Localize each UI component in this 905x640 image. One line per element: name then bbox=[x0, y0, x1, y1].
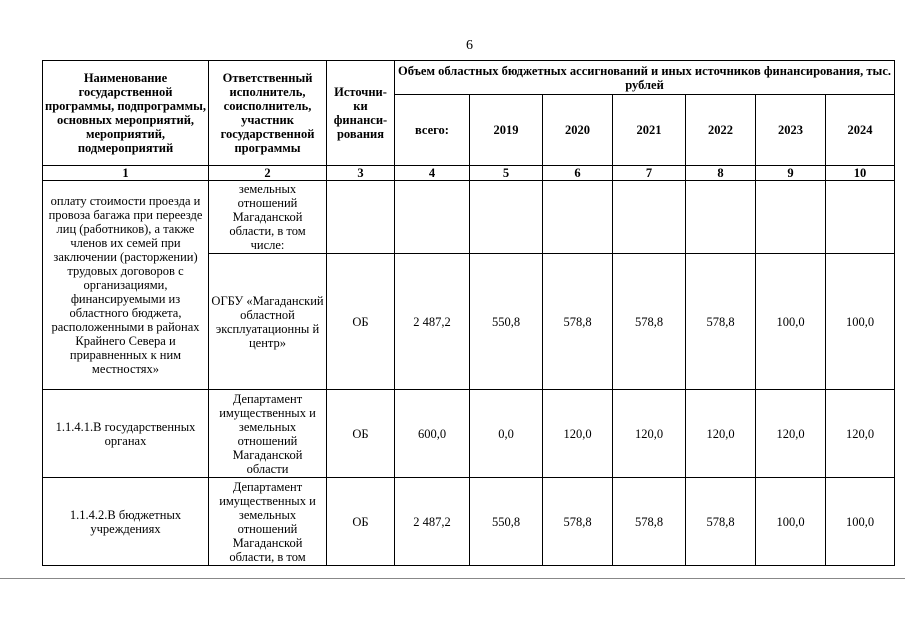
header-executor: Ответственный исполнитель, соисполнитель, участник государственной программы bbox=[209, 61, 327, 166]
page-number: 6 bbox=[466, 38, 473, 53]
cell-source: ОБ bbox=[327, 254, 395, 390]
header-year-2023: 2023 bbox=[756, 95, 826, 166]
empty-cell bbox=[756, 181, 826, 254]
column-number: 1 bbox=[43, 166, 209, 181]
row-name: 1.1.4.2.В бюджетных учреждениях bbox=[43, 478, 209, 566]
cell-source: ОБ bbox=[327, 478, 395, 566]
cell-2023: 100,0 bbox=[756, 254, 826, 390]
scan-edge-line bbox=[0, 578, 905, 579]
cell-2023: 100,0 bbox=[756, 478, 826, 566]
cell-2019: 550,8 bbox=[470, 254, 543, 390]
column-number: 5 bbox=[470, 166, 543, 181]
empty-cell bbox=[327, 181, 395, 254]
empty-cell bbox=[543, 181, 613, 254]
cell-2019: 0,0 bbox=[470, 390, 543, 478]
cell-2023: 120,0 bbox=[756, 390, 826, 478]
cell-total: 600,0 bbox=[395, 390, 470, 478]
cell-total: 2 487,2 bbox=[395, 254, 470, 390]
row-executor: Департамент имущественных и земельных отношений Магаданской области bbox=[209, 390, 327, 478]
header-funding-source: Источни-ки финанси-рования bbox=[327, 61, 395, 166]
cell-2022: 578,8 bbox=[686, 478, 756, 566]
header-year-2019: 2019 bbox=[470, 95, 543, 166]
cell-2021: 578,8 bbox=[613, 478, 686, 566]
cell-source: ОБ bbox=[327, 390, 395, 478]
empty-cell bbox=[613, 181, 686, 254]
empty-cell bbox=[395, 181, 470, 254]
row-name-continuation: оплату стоимости проезда и провоза багажа при переезде лиц (работников), а также членов их семей при заключении (расторжении) трудовых договоров с организациями, финансируемыми из областного бюджета, расположенными в районах Крайнего Севера и приравненных к ним местностях» bbox=[43, 181, 209, 390]
header-year-2024: 2024 bbox=[826, 95, 895, 166]
empty-cell bbox=[470, 181, 543, 254]
row-executor: Департамент имущественных и земельных отношений Магаданской области, в том bbox=[209, 478, 327, 566]
column-number: 6 bbox=[543, 166, 613, 181]
header-program-name: Наименование государственной программы, подпрограммы, основных мероприятий, мероприятий, подмероприятий bbox=[43, 61, 209, 166]
empty-cell bbox=[826, 181, 895, 254]
cell-2024: 100,0 bbox=[826, 478, 895, 566]
header-year-2022: 2022 bbox=[686, 95, 756, 166]
cell-2024: 120,0 bbox=[826, 390, 895, 478]
column-number: 9 bbox=[756, 166, 826, 181]
cell-2020: 578,8 bbox=[543, 478, 613, 566]
cell-total: 2 487,2 bbox=[395, 478, 470, 566]
header-year-2021: 2021 bbox=[613, 95, 686, 166]
column-number: 2 bbox=[209, 166, 327, 181]
cell-2024: 100,0 bbox=[826, 254, 895, 390]
header-budget-group: Объем областных бюджетных ассигнований и иных источников финансирования, тыс. рублей bbox=[395, 61, 895, 95]
empty-cell bbox=[686, 181, 756, 254]
cell-2022: 120,0 bbox=[686, 390, 756, 478]
row-executor-continuation: земельных отношений Магаданской области, в том числе: bbox=[209, 181, 327, 254]
column-number: 10 bbox=[826, 166, 895, 181]
cell-2021: 578,8 bbox=[613, 254, 686, 390]
cell-2019: 550,8 bbox=[470, 478, 543, 566]
row-name: 1.1.4.1.В государственных органах bbox=[43, 390, 209, 478]
column-number: 8 bbox=[686, 166, 756, 181]
cell-2021: 120,0 bbox=[613, 390, 686, 478]
cell-2020: 120,0 bbox=[543, 390, 613, 478]
column-number: 3 bbox=[327, 166, 395, 181]
cell-2020: 578,8 bbox=[543, 254, 613, 390]
column-number: 7 bbox=[613, 166, 686, 181]
header-total: всего: bbox=[395, 95, 470, 166]
header-year-2020: 2020 bbox=[543, 95, 613, 166]
budget-table bbox=[42, 60, 895, 566]
row-executor: ОГБУ «Магаданский областной эксплуатационны й центр» bbox=[209, 254, 327, 390]
cell-2022: 578,8 bbox=[686, 254, 756, 390]
column-number: 4 bbox=[395, 166, 470, 181]
